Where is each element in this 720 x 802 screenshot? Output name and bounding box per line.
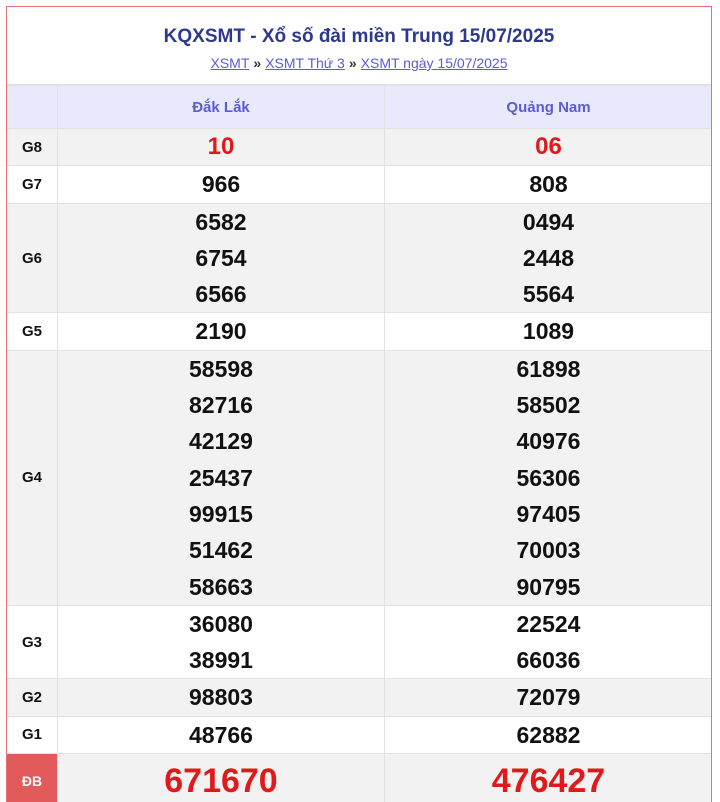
result-number: 56306 [516,464,581,491]
result-cell-quang-nam [385,129,713,166]
result-number: 90795 [516,573,581,600]
result-number: 808 [529,171,568,198]
result-cell-dak-lak [58,754,385,802]
result-number: 58663 [189,573,253,600]
breadcrumb-link-xsmt-date[interactable]: XSMT ngày 15/07/2025 [360,55,508,71]
result-number: 25437 [189,464,253,491]
result-number: 48766 [189,721,253,748]
result-cell-quang-nam [385,754,713,802]
result-cell-dak-lak [58,350,385,605]
breadcrumb-separator: » [348,55,357,71]
result-number: 58502 [516,392,581,419]
prize-row-g2 [7,679,713,716]
prize-row-g8 [7,129,713,166]
result-number: 6582 [195,208,247,235]
result-number: 51462 [189,537,253,564]
prize-row-g1 [7,716,713,753]
prize-row-g3 [7,605,713,679]
result-number: 38991 [189,647,253,674]
prize-row-g7 [7,166,713,203]
table-header-row [7,86,713,129]
prize-label: G2 [7,679,58,716]
result-cell-quang-nam [385,203,713,313]
breadcrumb-link-xsmt-thu-3[interactable]: XSMT Thứ 3 [265,55,345,71]
header-corner-cell [7,86,58,129]
result-number: 97405 [516,500,581,527]
prize-label: G7 [7,166,58,203]
result-number: 2448 [522,244,575,271]
prize-label: ĐB [7,754,58,802]
prize-label: G6 [7,203,58,313]
result-number: 671670 [164,761,278,800]
prize-row-đb [7,754,713,802]
result-number: 99915 [189,500,253,527]
result-cell-quang-nam [385,313,713,350]
result-cell-quang-nam [385,605,713,679]
breadcrumb-link-xsmt[interactable]: XSMT [210,55,250,71]
results-table [6,85,712,802]
result-cell-dak-lak [58,679,385,716]
prize-label: G4 [7,350,58,605]
result-number: 06 [535,133,562,160]
result-number: 61898 [516,355,581,382]
result-number: 966 [201,171,241,198]
result-number: 6754 [195,244,247,271]
result-number: 72079 [516,684,581,711]
result-number: 6566 [195,281,247,308]
province-header-dak-lak: Đắk Lắk [58,86,385,129]
result-number: 22524 [516,610,581,637]
result-number: 62882 [516,721,581,748]
result-number: 40976 [516,428,581,455]
result-number: 1089 [522,318,575,345]
result-number: 58598 [189,355,253,382]
result-cell-dak-lak [58,129,385,166]
prize-label: G8 [7,129,58,166]
result-cell-quang-nam [385,350,713,605]
prize-row-g4 [7,350,713,605]
result-number: 5564 [522,281,575,308]
prize-label: G1 [7,716,58,753]
result-number: 0494 [522,208,575,235]
result-cell-quang-nam [385,716,713,753]
result-cell-quang-nam [385,679,713,716]
prize-label: G5 [7,313,58,350]
result-number: 98803 [189,684,253,711]
result-number: 36080 [189,610,253,637]
result-cell-dak-lak [58,605,385,679]
result-cell-dak-lak [58,166,385,203]
result-number: 2190 [195,318,247,345]
results-panel [6,6,712,802]
result-number: 82716 [189,392,253,419]
result-cell-dak-lak [58,313,385,350]
page-title: KQXSMT - Xổ số đài miền Trung 15/07/2025 [163,26,555,47]
result-cell-dak-lak [58,203,385,313]
province-header-quang-nam: Quảng Nam [385,86,713,129]
result-number: 70003 [516,537,581,564]
result-number: 476427 [491,761,606,800]
result-cell-dak-lak [58,716,385,753]
result-number: 66036 [516,647,581,674]
breadcrumb [7,53,711,73]
result-number: 42129 [189,428,253,455]
results-header [7,7,711,85]
prize-row-g5 [7,313,713,350]
result-cell-quang-nam [385,166,713,203]
prize-label: G3 [7,605,58,679]
breadcrumb-separator: » [253,55,262,71]
result-number: 10 [207,133,235,160]
prize-row-g6 [7,203,713,313]
